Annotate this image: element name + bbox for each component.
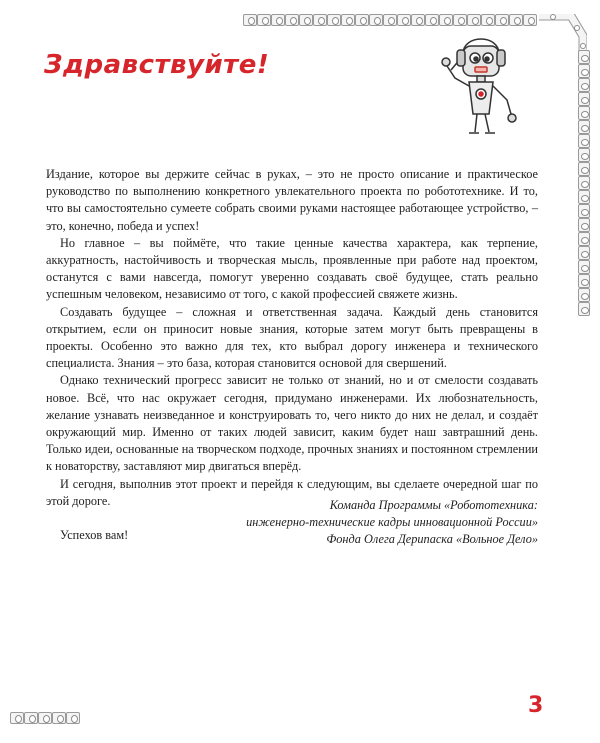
paragraph: Однако технический прогресс зависит не только от знаний, но и от смелости создавать новое. Всё, что нас окружает сегодня, придумано инженерами. Их любознательность, желание узнавать неизведанное и конструировать то, чего никто до них не делал, и создаёт окружающий мир. Именно от таких людей зависит, каким будет наш завтрашний день. Только идеи, основанные на творческом подходе, прочных знаниях и постоянном стремлении к новаторству, заставляют мир двигаться вперёд. bbox=[46, 373, 538, 474]
robot-icon bbox=[435, 28, 525, 138]
signature bbox=[190, 497, 538, 549]
top-brick-border bbox=[243, 14, 537, 26]
bottom-brick-border bbox=[10, 712, 80, 724]
intro-text bbox=[46, 166, 538, 544]
signature-line: Команда Программы «Робототехника: bbox=[329, 498, 538, 512]
signature-line: инженерно-технические кадры инновационной России» bbox=[246, 515, 538, 530]
paragraph: Создавать будущее – сложная и ответственная задача. Каждый день становится открытием, если он приносит новые знания, которые затем могут быть превращены в проекты. Особенно это важно для тех, кто выбрал дорогу инженера и технического специалиста. Знания – это база, которая становится основой для свершений. bbox=[46, 304, 538, 371]
paragraph: Но главное – вы поймёте, что такие ценные качества характера, как терпение, аккуратность, настойчивость и творческая мысль, проявленные при работе над проектом, останутся с вами навсегда, помогут уверенно создавать своё будущее, стать реально успешным человеком, независимо от того, с какой профессией свяжете жизнь. bbox=[46, 235, 538, 302]
closing-line: Успехов вам! bbox=[60, 528, 129, 543]
paragraph: Издание, которое вы держите сейчас в руках, – это не просто описание и практическое руководство по выполнению конкретного увлекательного проекта по робототехнике. И то, что вы самостоятельно сумеете собрать своими руками настоящее работающее устройство, – это, конечно, победа и успех! bbox=[46, 167, 538, 233]
right-brick-border bbox=[578, 50, 590, 316]
paragraph: И сегодня, выполнив этот проект и перейдя к следующим, вы сделаете очередной шаг по этой дороге. bbox=[46, 476, 538, 508]
page-number: 3 bbox=[528, 693, 544, 718]
signature-line: Фонда Олега Дерипаска «Вольное Дело» bbox=[326, 532, 538, 547]
page-title: Здравствуйте! bbox=[44, 50, 270, 80]
